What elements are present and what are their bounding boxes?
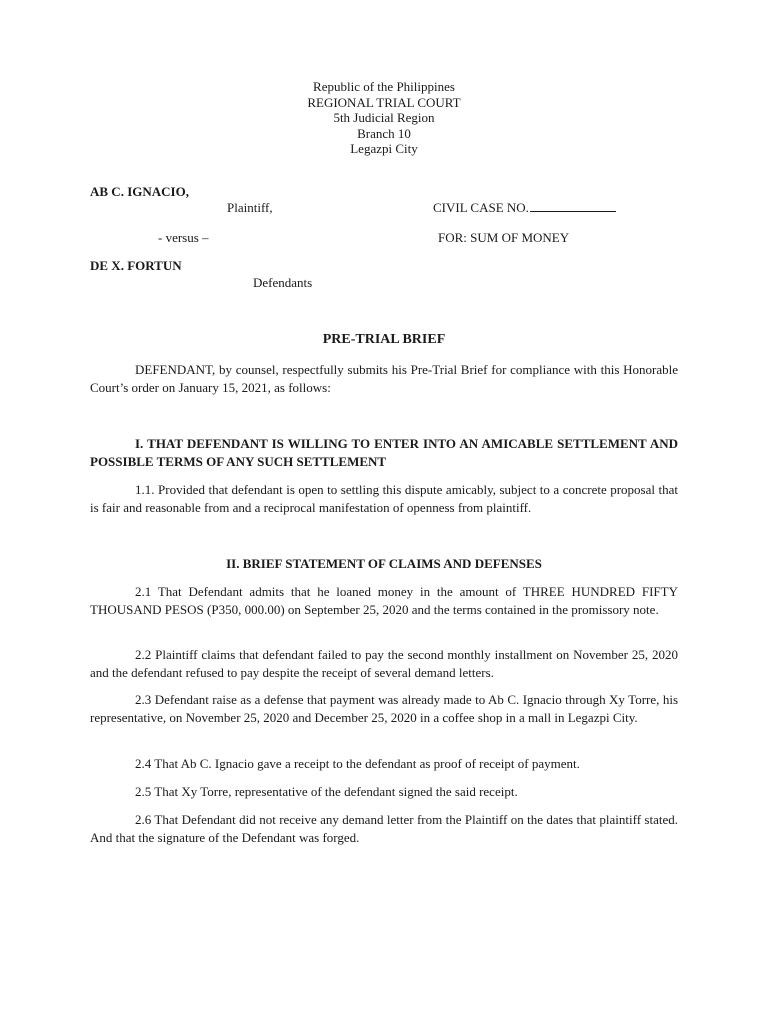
court-name: REGIONAL TRIAL COURT xyxy=(307,94,461,110)
case-number-blank xyxy=(530,199,616,212)
section-1-heading xyxy=(90,435,678,471)
plaintiff-label: Plaintiff, xyxy=(227,200,273,215)
court-republic: Republic of the Philippines xyxy=(313,79,455,94)
court-heading xyxy=(0,79,768,157)
paragraph-2-3: 2.3 Defendant raise as a defense that payment was already made to Ab C. Ignacio through Xy Torre, his representative, on November 25, 2020 and December 25, 2020 in a coffee shop in a mall in Legazpi City. xyxy=(90,692,678,725)
intro-paragraph: DEFENDANT, by counsel, respectfully submits his Pre-Trial Brief for compliance with this Honorable Court’s order on January 15, 2021, as follows: xyxy=(90,362,678,395)
document-title: PRE-TRIAL BRIEF xyxy=(322,332,446,347)
paragraph-2-1: 2.1 That Defendant admits that he loaned money in the amount of THREE HUNDRED FIFTY THOUSAND PESOS (P350, 000.00) on September 25, 2020 and the terms contained in the promissory note. xyxy=(90,584,678,617)
section-2-heading: II. BRIEF STATEMENT OF CLAIMS AND DEFENSES xyxy=(226,556,542,571)
versus-label: - versus – xyxy=(158,230,209,245)
paragraph-2-4: 2.4 That Ab C. Ignacio gave a receipt to the defendant as proof of receipt of payment. xyxy=(135,756,580,771)
defendant-name: DE X. FORTUN xyxy=(90,258,182,273)
plaintiff-name: AB C. IGNACIO, xyxy=(90,184,189,199)
section-1-heading-text: I. THAT DEFENDANT IS WILLING TO ENTER INTO AN AMICABLE SETTLEMENT AND POSSIBLE TERMS OF ANY SUCH SETTLEMENT xyxy=(90,436,678,469)
defendant-label: Defendants xyxy=(253,275,313,290)
nature-of-action: FOR: SUM OF MONEY xyxy=(438,230,570,245)
court-branch: Branch 10 xyxy=(357,125,411,141)
case-number xyxy=(433,199,616,217)
court-city: Legazpi City xyxy=(350,141,418,156)
court-region: 5th Judicial Region xyxy=(333,110,435,125)
paragraph-2-2: 2.2 Plaintiff claims that defendant failed to pay the second monthly installment on November 25, 2020 and the defendant refused to pay despite the receipt of several demand letters. xyxy=(90,647,678,680)
paragraph-1-1: 1.1. Provided that defendant is open to settling this dispute amicably, subject to a concrete proposal that is fair and reasonable from and a reciprocal manifestation of openness from plaintiff. xyxy=(90,482,678,515)
paragraph-2-5: 2.5 That Xy Torre, representative of the defendant signed the said receipt. xyxy=(135,784,518,799)
paragraph-2-6: 2.6 That Defendant did not receive any demand letter from the Plaintiff on the dates that plaintiff stated. And that the signature of the Defendant was forged. xyxy=(90,812,678,845)
case-number-label: CIVIL CASE NO. xyxy=(433,200,529,215)
